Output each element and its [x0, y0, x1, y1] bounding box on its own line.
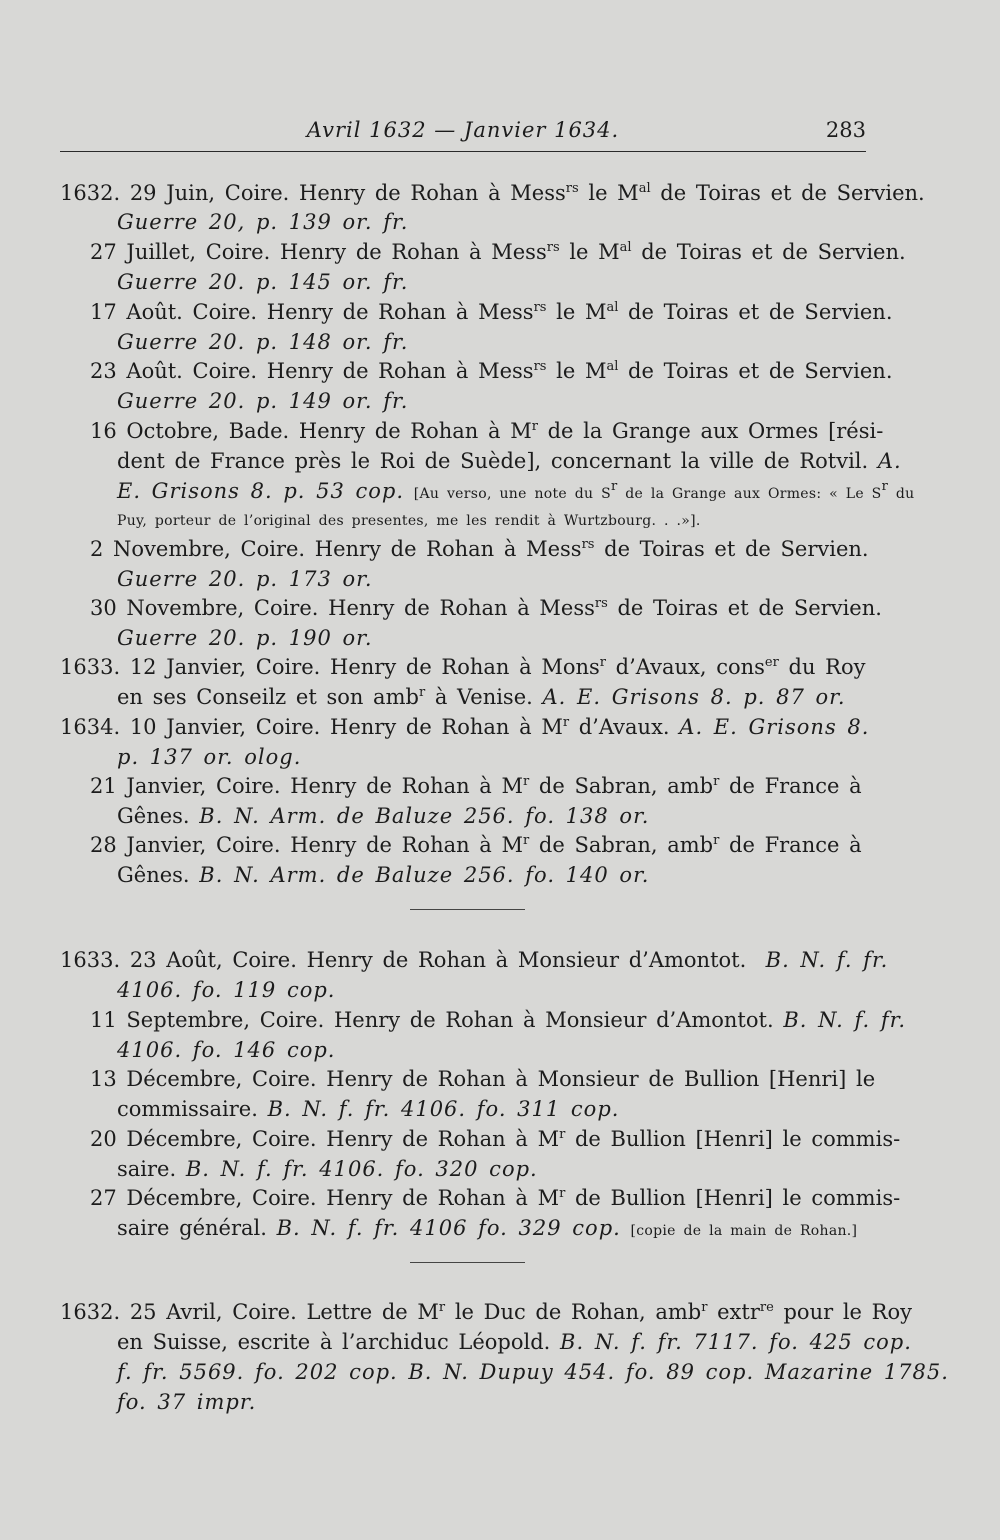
- entry-text: Henry de Rohan à M: [298, 419, 532, 443]
- entry-line: [0, 236, 1000, 268]
- entry-text: du Roy: [778, 655, 866, 679]
- archive-reference: B. N. f. fr. 4106. fo. 320 cop.: [185, 1157, 538, 1181]
- entry-text: le M: [546, 300, 607, 324]
- entry-date: 12 Janvier, Coire.: [129, 655, 321, 679]
- entry-text: de France à: [719, 774, 862, 798]
- entry-line: [0, 355, 1000, 387]
- entry-text: Henry de Rohan à M: [326, 1127, 560, 1151]
- entry-line: [0, 1356, 1000, 1388]
- note-text: du: [888, 486, 915, 502]
- archive-reference: 4106. fo. 119 cop.: [117, 978, 336, 1002]
- archive-reference: B. N. f. fr. 4106. fo. 311 cop.: [267, 1097, 620, 1121]
- entry-line: [0, 829, 1000, 861]
- entry-date: 27 Juillet, Coire.: [90, 240, 271, 264]
- archive-reference: B. N. Arm. de Baluze 256. fo. 138 or.: [199, 804, 650, 828]
- entry-date: 10 Janvier, Coire.: [129, 715, 321, 739]
- entry-reference: [0, 385, 1000, 417]
- archive-reference: B. N. f. fr.: [783, 1008, 907, 1032]
- superscript: r: [438, 1300, 446, 1315]
- entry-text: de Toiras et de Servien.: [650, 181, 925, 205]
- entry-line: [0, 1123, 1000, 1155]
- entry-text: saire.: [117, 1157, 177, 1181]
- section-separator: [410, 909, 525, 910]
- archive-reference: Guerre 20. p. 190 or.: [117, 626, 373, 650]
- entry-line: [0, 1153, 1000, 1185]
- entry-line: [0, 1326, 1000, 1358]
- entry-text: Henry de Rohan à Mess: [328, 596, 595, 620]
- header-rule: [60, 151, 866, 152]
- entry-text: d’Avaux, cons: [605, 655, 765, 679]
- archive-reference: Guerre 20. p. 173 or.: [117, 567, 373, 591]
- entry-line: [0, 1182, 1000, 1214]
- entry-line: [0, 1093, 1000, 1125]
- entry-text: en ses Conseilz et son amb: [117, 685, 419, 709]
- superscript: r: [713, 833, 720, 848]
- entry-text: de Toiras et de Servien.: [607, 596, 882, 620]
- page-header: [60, 116, 866, 146]
- year: 1632.: [60, 1300, 121, 1324]
- entry-text: Henry de Rohan à M: [290, 833, 524, 857]
- year: 1634.: [60, 715, 121, 739]
- superscript: rs: [594, 596, 608, 611]
- entry-line: [0, 681, 1000, 713]
- entry-reference: [0, 974, 1000, 1006]
- entry-line: [0, 475, 1000, 507]
- superscript: r: [523, 833, 530, 848]
- entry-text: de Sabran, amb: [529, 833, 714, 857]
- entry-text: Henry de Rohan à Mess: [266, 300, 534, 324]
- entry-text: de Bullion [Henri] le commis-: [565, 1186, 901, 1210]
- year: 1632.: [60, 181, 121, 205]
- entry-text: d’Avaux.: [569, 715, 670, 739]
- entry-line: [0, 711, 1000, 743]
- archive-reference: A. E. Grisons 8.: [679, 715, 870, 739]
- entry-line: [0, 1386, 1000, 1418]
- superscript: al: [638, 181, 651, 196]
- archive-reference: B. N. f. fr. 7117. fo. 425 cop.: [560, 1330, 912, 1354]
- superscript: r: [523, 774, 530, 789]
- entry-date: 11 Septembre, Coire.: [90, 1008, 325, 1032]
- entry-date: 21 Janvier, Coire.: [90, 774, 281, 798]
- superscript: re: [759, 1300, 774, 1315]
- entry-line: [0, 177, 1000, 209]
- superscript: r: [881, 479, 889, 494]
- entry-text: Henry de Rohan à M: [326, 1186, 560, 1210]
- archive-reference: Guerre 20. p. 145 or. fr.: [117, 270, 409, 294]
- archive-reference: A. E. Grisons 8. p. 87 or.: [542, 685, 846, 709]
- entry-line: [0, 770, 1000, 802]
- entry-line: [0, 1004, 1000, 1036]
- entry-text: de Toiras et de Servien.: [618, 300, 893, 324]
- year: 1633.: [60, 655, 121, 679]
- entry-date: 28 Janvier, Coire.: [90, 833, 281, 857]
- entry-text: commissaire.: [117, 1097, 258, 1121]
- superscript: r: [531, 419, 538, 434]
- entry-text: de Toiras et de Servien.: [631, 240, 906, 264]
- entry-date: 27 Décembre, Coire.: [90, 1186, 317, 1210]
- note-text: de la Grange aux Ormes: « Le S: [617, 486, 882, 502]
- superscript: r: [599, 655, 606, 670]
- archive-reference: A.: [877, 449, 902, 473]
- entry-text: Henry de Rohan à Monsieur d’Amontot.: [306, 948, 747, 972]
- entry-line: [0, 859, 1000, 891]
- superscript: rs: [581, 537, 595, 552]
- entry-reference: [0, 741, 1000, 773]
- entry-text: le M: [546, 359, 607, 383]
- superscript: rs: [533, 359, 547, 374]
- year: 1633.: [60, 948, 121, 972]
- entry-text: de Toiras et de Servien.: [594, 537, 869, 561]
- archive-reference: B. N. f. fr. 4106 fo. 329 cop.: [276, 1216, 621, 1240]
- superscript: al: [606, 300, 619, 315]
- superscript: r: [562, 715, 570, 730]
- editor-note: [copie de la main de Rohan.]: [630, 1223, 858, 1239]
- superscript: r: [701, 1300, 708, 1315]
- superscript: al: [619, 240, 632, 255]
- superscript: rs: [546, 240, 560, 255]
- entry-text: Henry de Rohan à Mess: [314, 537, 582, 561]
- entry-date: 23 Août, Coire.: [129, 948, 297, 972]
- entry-text: de Bullion [Henri] le commis-: [565, 1127, 901, 1151]
- archive-reference: B. N. Arm. de Baluze 256. fo. 140 or.: [199, 863, 650, 887]
- entry-line: [0, 800, 1000, 832]
- archive-reference: Guerre 20, p. 139 or. fr.: [117, 210, 409, 234]
- entry-line: [0, 1063, 1000, 1095]
- entry-text: pour le Roy: [773, 1300, 912, 1324]
- entry-date: 23 Août. Coire.: [90, 359, 258, 383]
- entry-text: en Suisse, escrite à l’archiduc Léopold.: [117, 1330, 551, 1354]
- running-title: Avril 1632 — Janvier 1634.: [306, 118, 620, 142]
- entry-text: dent de France près le Roi de Suède], concernant la ville de Rotvil.: [117, 449, 869, 473]
- archive-reference: B. N. f. fr.: [765, 948, 889, 972]
- entry-text: le M: [578, 181, 639, 205]
- entry-reference: [0, 206, 1000, 238]
- editor-note: [413, 479, 915, 502]
- entry-reference: [0, 563, 1000, 595]
- entry-line: [0, 944, 1000, 976]
- superscript: r: [559, 1127, 566, 1142]
- entry-line: [0, 651, 1000, 683]
- archive-reference: Guerre 20. p. 148 or. fr.: [117, 330, 409, 354]
- entry-reference: [0, 266, 1000, 298]
- page-number: 283: [825, 118, 866, 142]
- entry-text: Henry de Rohan à Monsieur d’Amontot.: [333, 1008, 774, 1032]
- editor-note: Puy, porteur de l’original des presentes, me les rendit à Wurtzbourg. . .»].: [117, 513, 701, 529]
- entry-text: de Sabran, amb: [529, 774, 714, 798]
- entry-text: Henry de Rohan à Mess: [299, 181, 566, 205]
- entry-line: [0, 592, 1000, 624]
- superscript: al: [606, 359, 619, 374]
- entry-reference: [0, 622, 1000, 654]
- entry-date: 25 Avril, Coire.: [129, 1300, 297, 1324]
- entry-date: 16 Octobre, Bade.: [90, 419, 290, 443]
- entry-date: 17 Août. Coire.: [90, 300, 258, 324]
- archive-reference: Guerre 20. p. 149 or. fr.: [117, 389, 409, 413]
- entry-date: 2 Novembre, Coire.: [90, 537, 306, 561]
- entry-text: Gênes.: [117, 863, 190, 887]
- superscript: rs: [565, 181, 579, 196]
- entry-date: 20 Décembre, Coire.: [90, 1127, 317, 1151]
- superscript: rs: [533, 300, 547, 315]
- archive-reference: p. 137 or. olog.: [117, 745, 302, 769]
- entry-line: [0, 533, 1000, 565]
- entry-line: [0, 296, 1000, 328]
- superscript: r: [610, 479, 618, 494]
- entry-text: Henry de Rohan à Mons: [330, 655, 600, 679]
- entry-text: Henry de Rohan à Mess: [279, 240, 547, 264]
- superscript: r: [559, 1186, 566, 1201]
- entry-line: [0, 415, 1000, 447]
- entry-reference: [0, 1034, 1000, 1066]
- section-separator: [410, 1262, 525, 1263]
- entry-text: le Duc de Rohan, amb: [445, 1300, 702, 1324]
- entry-text: de la Grange aux Ormes [rési-: [537, 419, 884, 443]
- entry-line: [0, 1296, 1000, 1328]
- archive-reference: f. fr. 5569. fo. 202 cop. B. N. Dupuy 454. fo. 89 cop. Mazarine 1785.: [117, 1360, 949, 1384]
- entry-text: le M: [559, 240, 620, 264]
- entry-line: [0, 1212, 1000, 1244]
- entry-text: Henry de Rohan à Monsieur de Bullion [Henri] le: [326, 1067, 876, 1091]
- superscript: er: [764, 655, 779, 670]
- entry-text: Henry de Rohan à M: [290, 774, 524, 798]
- entry-text: Lettre de M: [306, 1300, 439, 1324]
- archive-reference: 4106. fo. 146 cop.: [117, 1038, 336, 1062]
- entry-text: de Toiras et de Servien.: [618, 359, 893, 383]
- archive-reference: E. Grisons 8. p. 53 cop.: [117, 479, 405, 503]
- superscript: r: [418, 685, 426, 700]
- entry-text: extr: [707, 1300, 760, 1324]
- archive-reference: fo. 37 impr.: [117, 1390, 257, 1414]
- entry-text: de France à: [719, 833, 862, 857]
- superscript: r: [713, 774, 720, 789]
- entry-text: Gênes.: [117, 804, 190, 828]
- entry-text: Henry de Rohan à M: [330, 715, 563, 739]
- entry-text: Henry de Rohan à Mess: [266, 359, 534, 383]
- entry-date: 13 Décembre, Coire.: [90, 1067, 317, 1091]
- entry-date: 29 Juin, Coire.: [129, 181, 290, 205]
- entry-reference: [0, 326, 1000, 358]
- entry-text: saire général.: [117, 1216, 267, 1240]
- entry-text: à Venise.: [425, 685, 533, 709]
- entry-line: [0, 445, 1000, 477]
- entry-date: 30 Novembre, Coire.: [90, 596, 319, 620]
- note-text: [Au verso, une note du S: [413, 486, 611, 502]
